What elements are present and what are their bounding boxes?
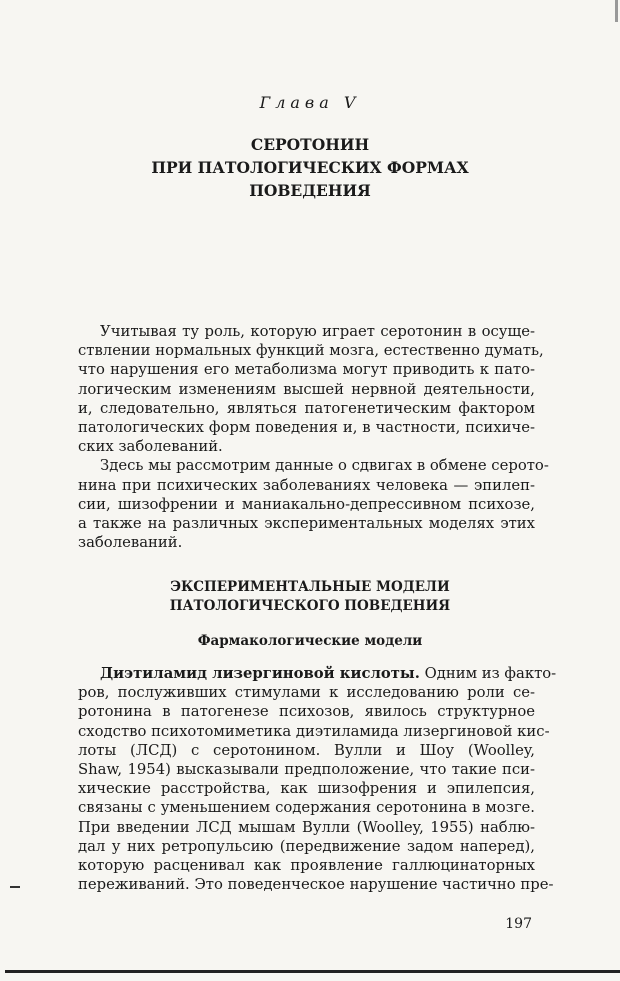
text-line: Здесь мы рассмотрим данные о сдвигах в обмене серото- [100,457,549,475]
chapter-title-line: ПРИ ПАТОЛОГИЧЕСКИХ ФОРМАХ [151,158,469,177]
text-line: и, следовательно, являться патогенетическим фактором [78,399,535,417]
text-line: лоты (ЛСД) с серотонином. Вулли и Шоу (Woolley, [78,741,535,759]
section-title [0,578,620,616]
body-paragraph [78,664,557,894]
text-line: патологических форм поведения и, в частности, психиче- [78,418,535,436]
page-number: 197 [505,916,532,932]
text-line: ских заболеваний. [78,438,223,456]
bottom-rule [5,970,620,973]
text-line: ротонина в патогенезе психозов, явилось структурное [78,703,535,721]
chapter-title-line: СЕРОТОНИН [250,135,370,154]
chapter-label: Глава V [259,93,361,112]
text-line: связаны с уменьшением содержания серотонина в мозге. [78,799,535,817]
text-line: что нарушения его метаболизма могут приводить к пато- [78,361,535,379]
section-title-line: ПАТОЛОГИЧЕСКОГО ПОВЕДЕНИЯ [169,598,451,614]
text-line: Учитывая ту роль, которую играет серотонин в осуще- [100,323,535,340]
text-line: которую расценивал как проявление галлюцинаторных [78,856,535,874]
text-line: ствлении нормальных функций мозга, естественно думать, [78,342,544,360]
text-line: ров, послуживших стимулами к исследованию роли се- [78,684,535,702]
text-fragment: Одним из факто- [419,665,557,682]
margin-mark [10,886,20,888]
text-line: Shaw, 1954) высказывали предположение, что такие пси- [78,760,535,778]
text-line: дал у них ретропульсию (передвижение задом наперед), [78,837,535,855]
scan-edge-mark [615,0,618,22]
intro-text [78,322,549,552]
text-line: При введении ЛСД мышам Вулли (Woolley, 1955) наблю- [78,818,535,836]
text-line [78,664,557,683]
text-line: переживаний. Это поведенческое нарушение частично пре- [78,876,554,894]
section-title-line: ЭКСПЕРИМЕНТАЛЬНЫЕ МОДЕЛИ [170,579,450,595]
text-line: хические расстройства, как шизофрения и эпилепсия, [78,780,535,798]
text-line: логическим изменениям высшей нервной деятельности, [78,380,535,398]
text-line: заболеваний. [78,534,183,552]
text-line: нина при психических заболеваниях человека — эпилеп- [78,476,535,494]
runin-heading: Диэтиламид лизергиновой кислоты. [100,665,420,682]
text-line: сии, шизофрении и маниакально-депрессивном психозе, [78,495,535,513]
chapter-title-line: ПОВЕДЕНИЯ [249,181,371,200]
text-line: а также на различных экспериментальных моделях этих [78,514,535,532]
chapter-title [0,133,620,202]
text-line: сходство психотомиметика диэтиламида лизергиновой кис- [78,722,550,740]
subsection-title: Фармакологические модели [197,633,423,649]
